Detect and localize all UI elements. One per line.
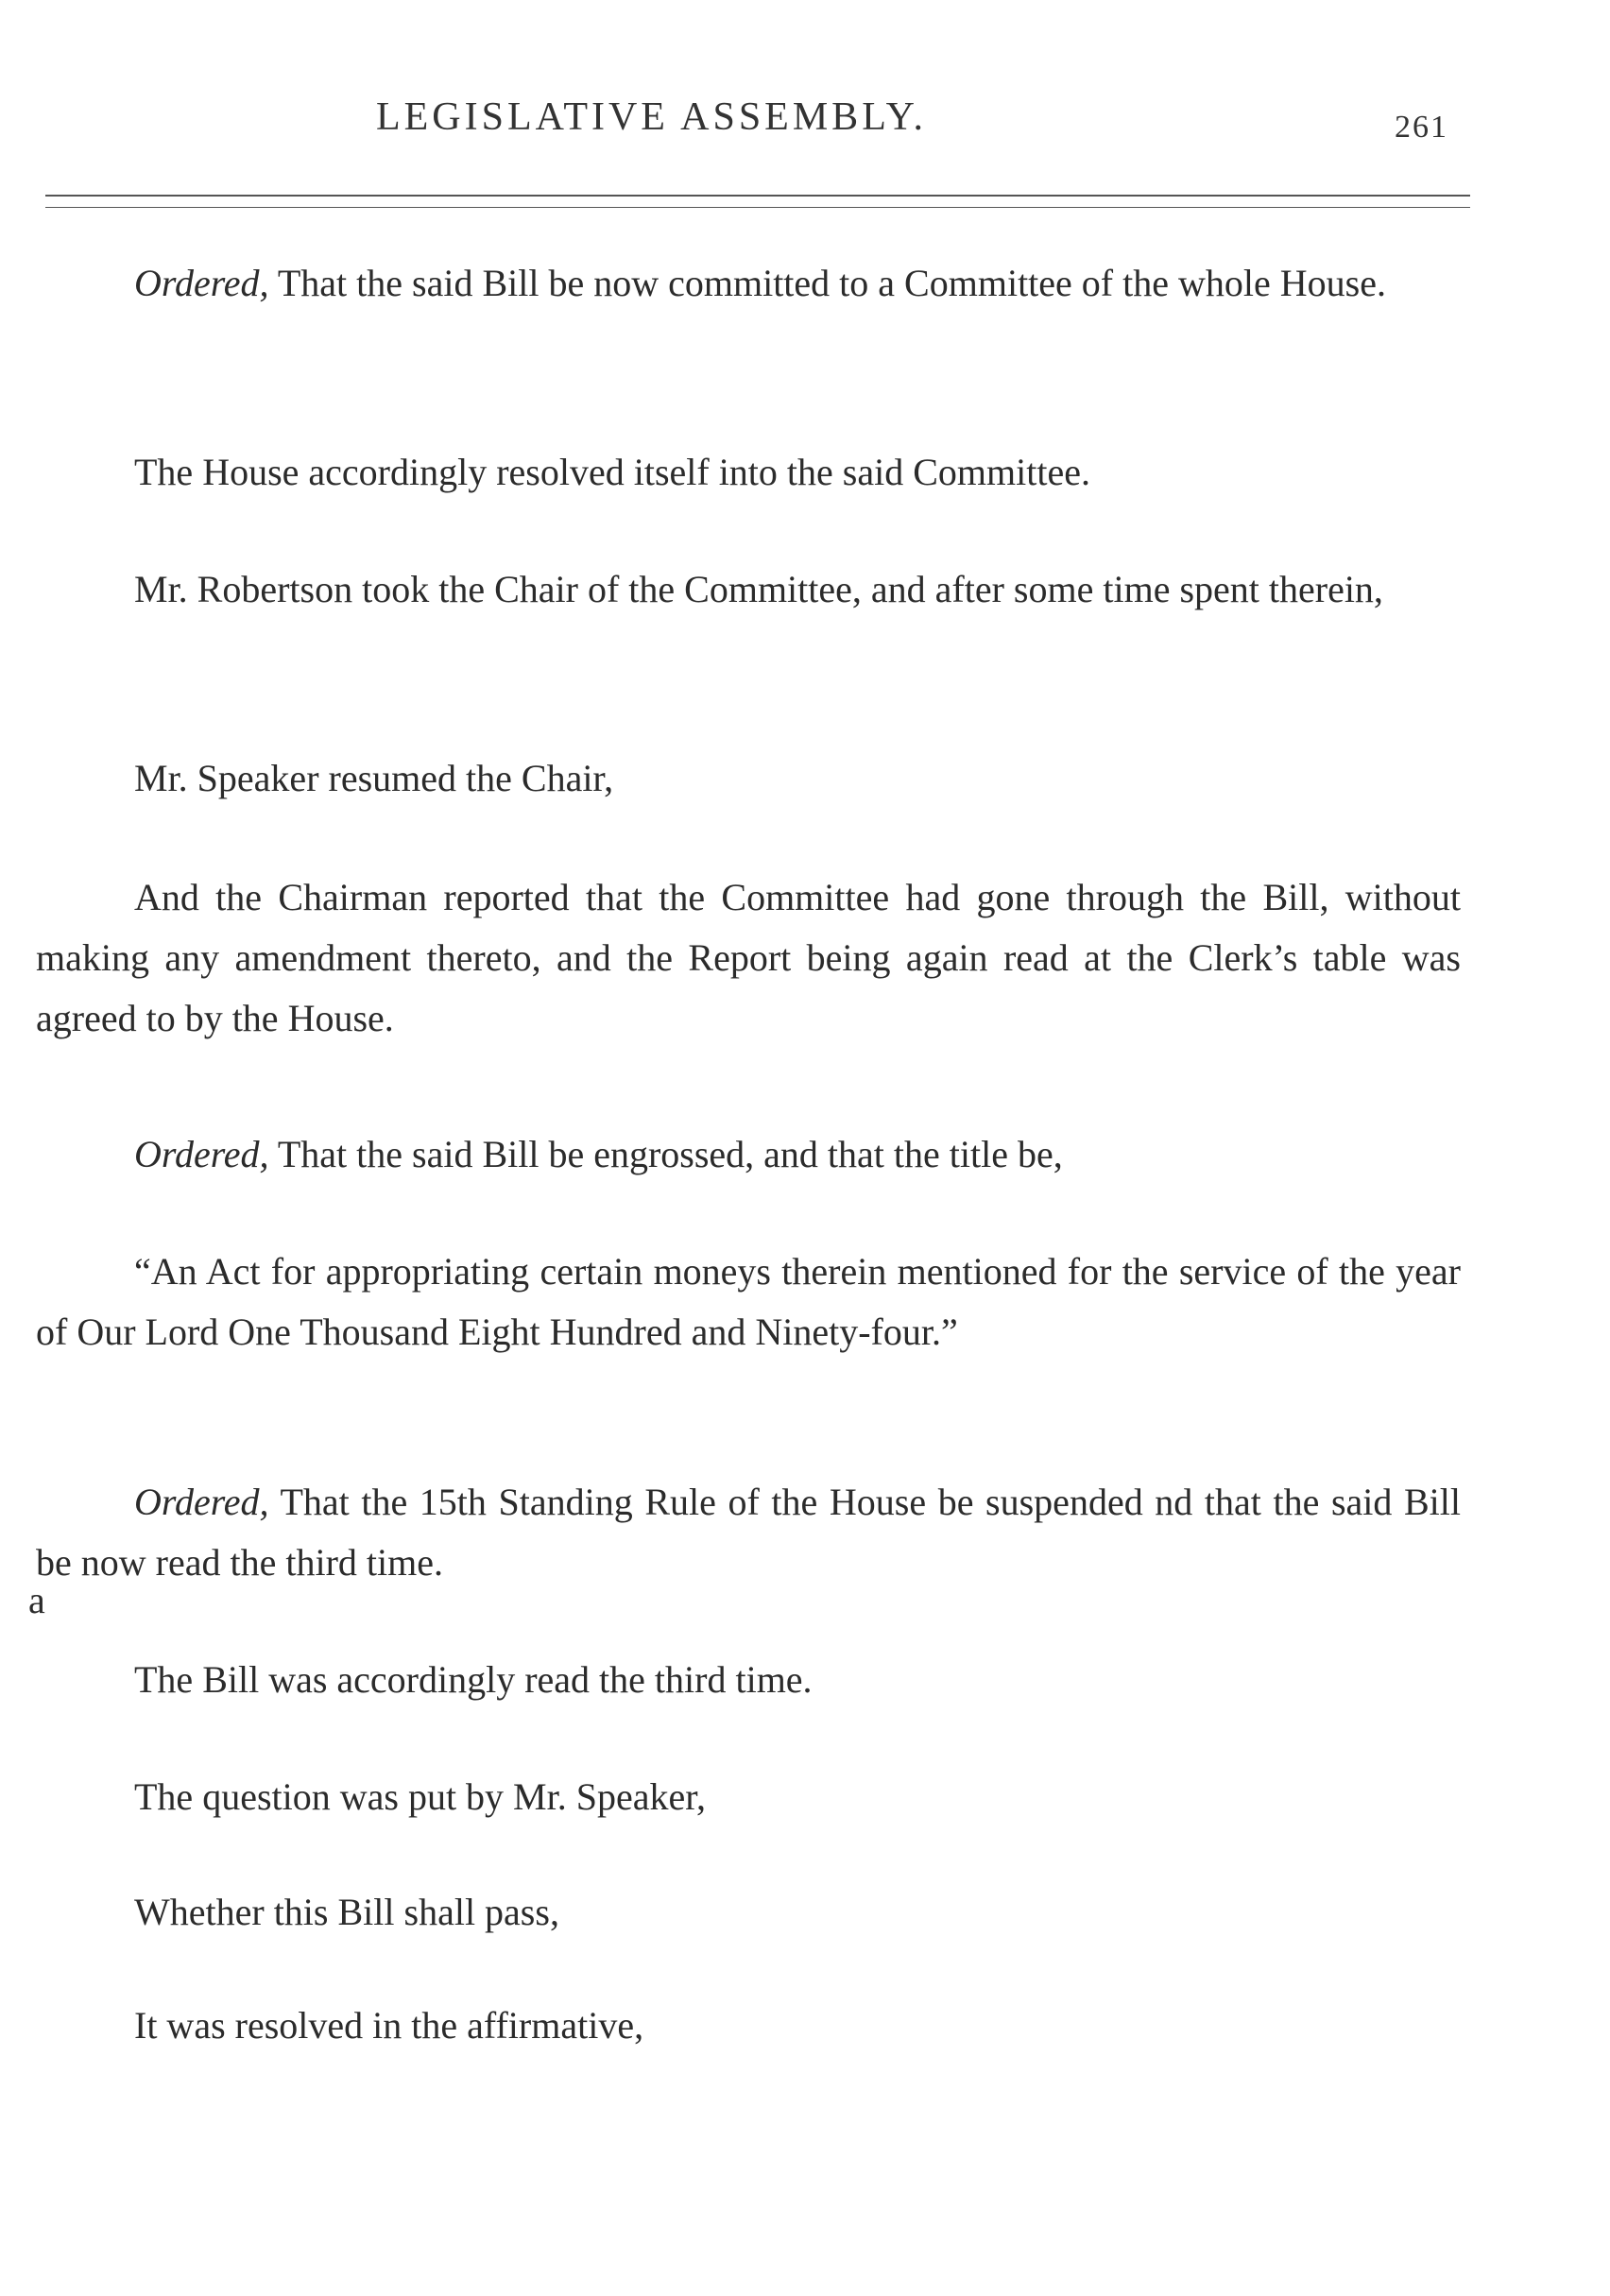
page-number: 261 <box>1395 110 1448 145</box>
paragraph-text: The question was put by Mr. Speaker, <box>134 1775 706 1818</box>
ordered-label: Ordered, <box>134 262 269 304</box>
header-rule-top <box>45 195 1470 197</box>
paragraph-text: That the 15th Standing Rule of the House be suspended nd that the said Bill be now read the third time. <box>36 1481 1461 1584</box>
paragraph-third-reading <box>36 1650 1461 1710</box>
paragraph-text: And the Chairman reported that the Committee had gone through the Bill, without making any amendment thereto, and the Report being again read at the Clerk’s table was agreed to by the House. <box>36 876 1461 1039</box>
ordered-label: Ordered, <box>134 1133 269 1175</box>
ordered-label: Ordered, <box>134 1481 269 1523</box>
paragraph-shall-pass <box>36 1882 1461 1943</box>
paragraph-text: “An Act for appropriating certain moneys therein mentioned for the service of the year of Our Lord One Thousand Eight Hundred and Ninety-four.” <box>36 1250 1461 1353</box>
paragraph-text: It was resolved in the affirmative, <box>134 2004 644 2047</box>
paragraph-text: Mr. Speaker resumed the Chair, <box>134 757 614 799</box>
paragraph-act-title <box>36 1242 1461 1362</box>
paragraph-text: That the said Bill be now committed to a Committee of the whole House. <box>268 262 1386 304</box>
paragraph-text: Mr. Robertson took the Chair of the Committee, and after some time spent therein, <box>134 568 1383 610</box>
paragraph-ordered-committed <box>36 253 1461 314</box>
paragraph-text: Whether this Bill shall pass, <box>134 1891 559 1933</box>
paragraph-text: The Bill was accordingly read the third time. <box>134 1658 813 1701</box>
paragraph-text: That the said Bill be engrossed, and that the title be, <box>268 1133 1063 1175</box>
paragraph-resolved-affirmative <box>36 1996 1461 2056</box>
paragraph-speaker-resumed <box>36 748 1461 809</box>
paragraph-text: The House accordingly resolved itself into the said Committee. <box>134 451 1090 493</box>
paragraph-question-put <box>36 1767 1461 1827</box>
header-rule-bottom <box>45 207 1470 208</box>
paragraph-ordered-suspended <box>36 1472 1461 1593</box>
paragraph-ordered-engrossed <box>36 1124 1461 1185</box>
paragraph-chair-taken <box>36 559 1461 620</box>
stray-letter: a <box>28 1579 45 1621</box>
paragraph-chairman-report <box>36 867 1461 1049</box>
paragraph-house-resolved <box>36 442 1461 503</box>
running-header-title: LEGISLATIVE ASSEMBLY. <box>376 95 928 139</box>
